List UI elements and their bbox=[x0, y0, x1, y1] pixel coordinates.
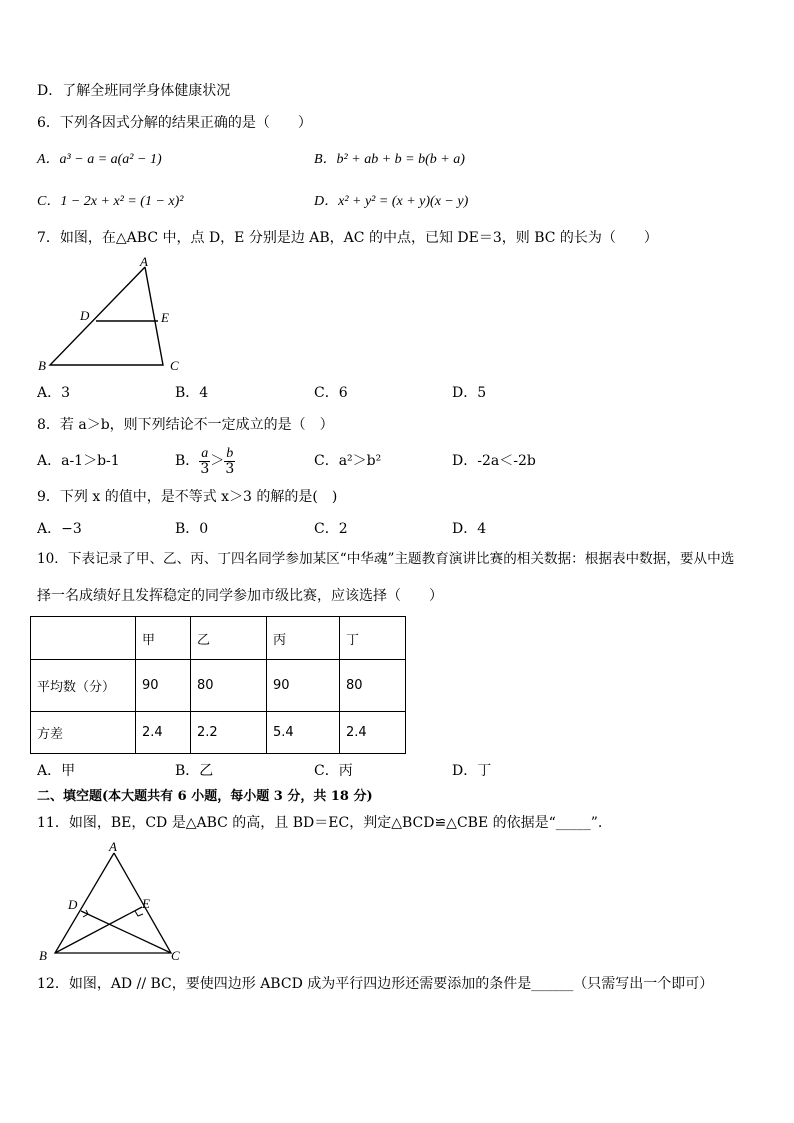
q8-option-d: D．-2a＜-2b bbox=[452, 453, 536, 469]
q8-option-c: C．a²＞b² bbox=[314, 453, 382, 469]
q7-option-d: D．5 bbox=[452, 385, 487, 401]
table-cell: 80 bbox=[340, 660, 406, 712]
q11-stem: 11．如图，BE，CD 是△ABC 的高，且 BD＝EC，判定△BCD≌△CBE 的依据是“_____”. bbox=[37, 815, 603, 831]
q7-label-d: D bbox=[80, 308, 90, 323]
q8-option-b-op: ＞ bbox=[210, 453, 225, 469]
q6-option-a: A．a³ − a = a(a² − 1) bbox=[37, 152, 162, 167]
q7-option-b: B．4 bbox=[175, 385, 209, 401]
q8-option-b-prefix: B． bbox=[175, 453, 200, 469]
q7-triangle-abc bbox=[50, 267, 163, 365]
table-cell: 平均数（分） bbox=[31, 660, 136, 712]
q7-label-a: A bbox=[140, 254, 148, 269]
q10-option-c: C．丙 bbox=[314, 763, 353, 779]
q6-option-c: C．1 − 2x + x² = (1 − x)² bbox=[37, 194, 184, 209]
q11-label-c: C bbox=[171, 948, 180, 963]
table-cell: 5.4 bbox=[267, 712, 340, 754]
q8-stem: 8．若 a＞b，则下列结论不一定成立的是（ ） bbox=[37, 417, 334, 433]
table-cell: 2.2 bbox=[191, 712, 267, 754]
q6-option-d: D．x² + y² = (x + y)(x − y) bbox=[314, 194, 469, 209]
q9-stem: 9．下列 x 的值中，是不等式 x＞3 的解的是( ) bbox=[37, 489, 338, 505]
q9-option-c: C．2 bbox=[314, 521, 348, 537]
q10-stem-line1: 10．下表记录了甲、乙、丙、丁四名同学参加某区“中华魂”主题教育演讲比赛的相关数据：根据表中数据，要从中选 bbox=[37, 551, 735, 567]
q7-label-b: B bbox=[38, 358, 46, 373]
q11-label-b: B bbox=[39, 948, 47, 963]
q7-option-c: C．6 bbox=[314, 385, 348, 401]
q9-option-d: D．4 bbox=[452, 521, 487, 537]
q6-stem: 6．下列各因式分解的结果正确的是（ ） bbox=[37, 115, 312, 131]
q7-option-a: A．3 bbox=[37, 385, 71, 401]
q10-data-table bbox=[30, 616, 406, 754]
table-cell: 2.4 bbox=[136, 712, 191, 754]
q12-stem: 12．如图，AD // BC，要使四边形 ABCD 成为平行四边形还需要添加的条件是______（只需写出一个即可） bbox=[37, 976, 714, 992]
table-cell: 80 bbox=[191, 660, 267, 712]
q8-frac-right-den: 3 bbox=[225, 460, 235, 477]
q6-option-b: B．b² + ab + b = b(b + a) bbox=[314, 152, 465, 167]
q11-label-e: E bbox=[142, 896, 150, 911]
q9-option-b: B．0 bbox=[175, 521, 209, 537]
q11-triangle-figure bbox=[35, 838, 185, 963]
table-row bbox=[31, 660, 406, 712]
q8-fraction-right bbox=[224, 446, 235, 477]
table-header-cell bbox=[31, 617, 136, 660]
table-cell: 方差 bbox=[31, 712, 136, 754]
q11-label-d: D bbox=[68, 897, 78, 912]
q8-frac-left-num: a bbox=[201, 445, 209, 461]
table-cell: 2.4 bbox=[340, 712, 406, 754]
q8-option-a: A．a-1＞b-1 bbox=[37, 453, 120, 469]
table-row bbox=[31, 712, 406, 754]
q11-label-a: A bbox=[109, 839, 117, 854]
table-header-cell: 丁 bbox=[340, 617, 406, 660]
q10-option-b: B．乙 bbox=[175, 763, 214, 779]
q7-label-e: E bbox=[161, 310, 169, 325]
table-header-cell: 丙 bbox=[267, 617, 340, 660]
q11-right-angle-e bbox=[135, 911, 143, 916]
q8-fraction-left bbox=[199, 446, 210, 477]
q8-frac-left-den: 3 bbox=[200, 460, 210, 477]
table-header-cell: 乙 bbox=[191, 617, 267, 660]
q5-option-d: D．了解全班同学身体健康状况 bbox=[37, 83, 231, 99]
table-header-cell: 甲 bbox=[136, 617, 191, 660]
q7-triangle-figure bbox=[30, 252, 200, 377]
table-header-row bbox=[31, 617, 406, 660]
table-cell: 90 bbox=[136, 660, 191, 712]
q9-option-a: A．−3 bbox=[37, 521, 82, 537]
q10-option-d: D．丁 bbox=[452, 763, 492, 779]
q10-option-a: A．甲 bbox=[37, 763, 76, 779]
q7-label-c: C bbox=[170, 358, 179, 373]
q7-stem: 7．如图，在△ABC 中，点 D，E 分别是边 AB，AC 的中点，已知 DE＝3，则 BC 的长为（ ） bbox=[37, 230, 658, 246]
q10-stem-line2: 择一名成绩好且发挥稳定的同学参加市级比赛，应该选择（ ） bbox=[37, 588, 443, 604]
table-cell: 90 bbox=[267, 660, 340, 712]
section-2-heading: 二、填空题(本大题共有 6 小题，每小题 3 分，共 18 分) bbox=[37, 789, 373, 804]
q8-option-b bbox=[175, 443, 235, 479]
q8-frac-right-num: b bbox=[226, 445, 234, 461]
